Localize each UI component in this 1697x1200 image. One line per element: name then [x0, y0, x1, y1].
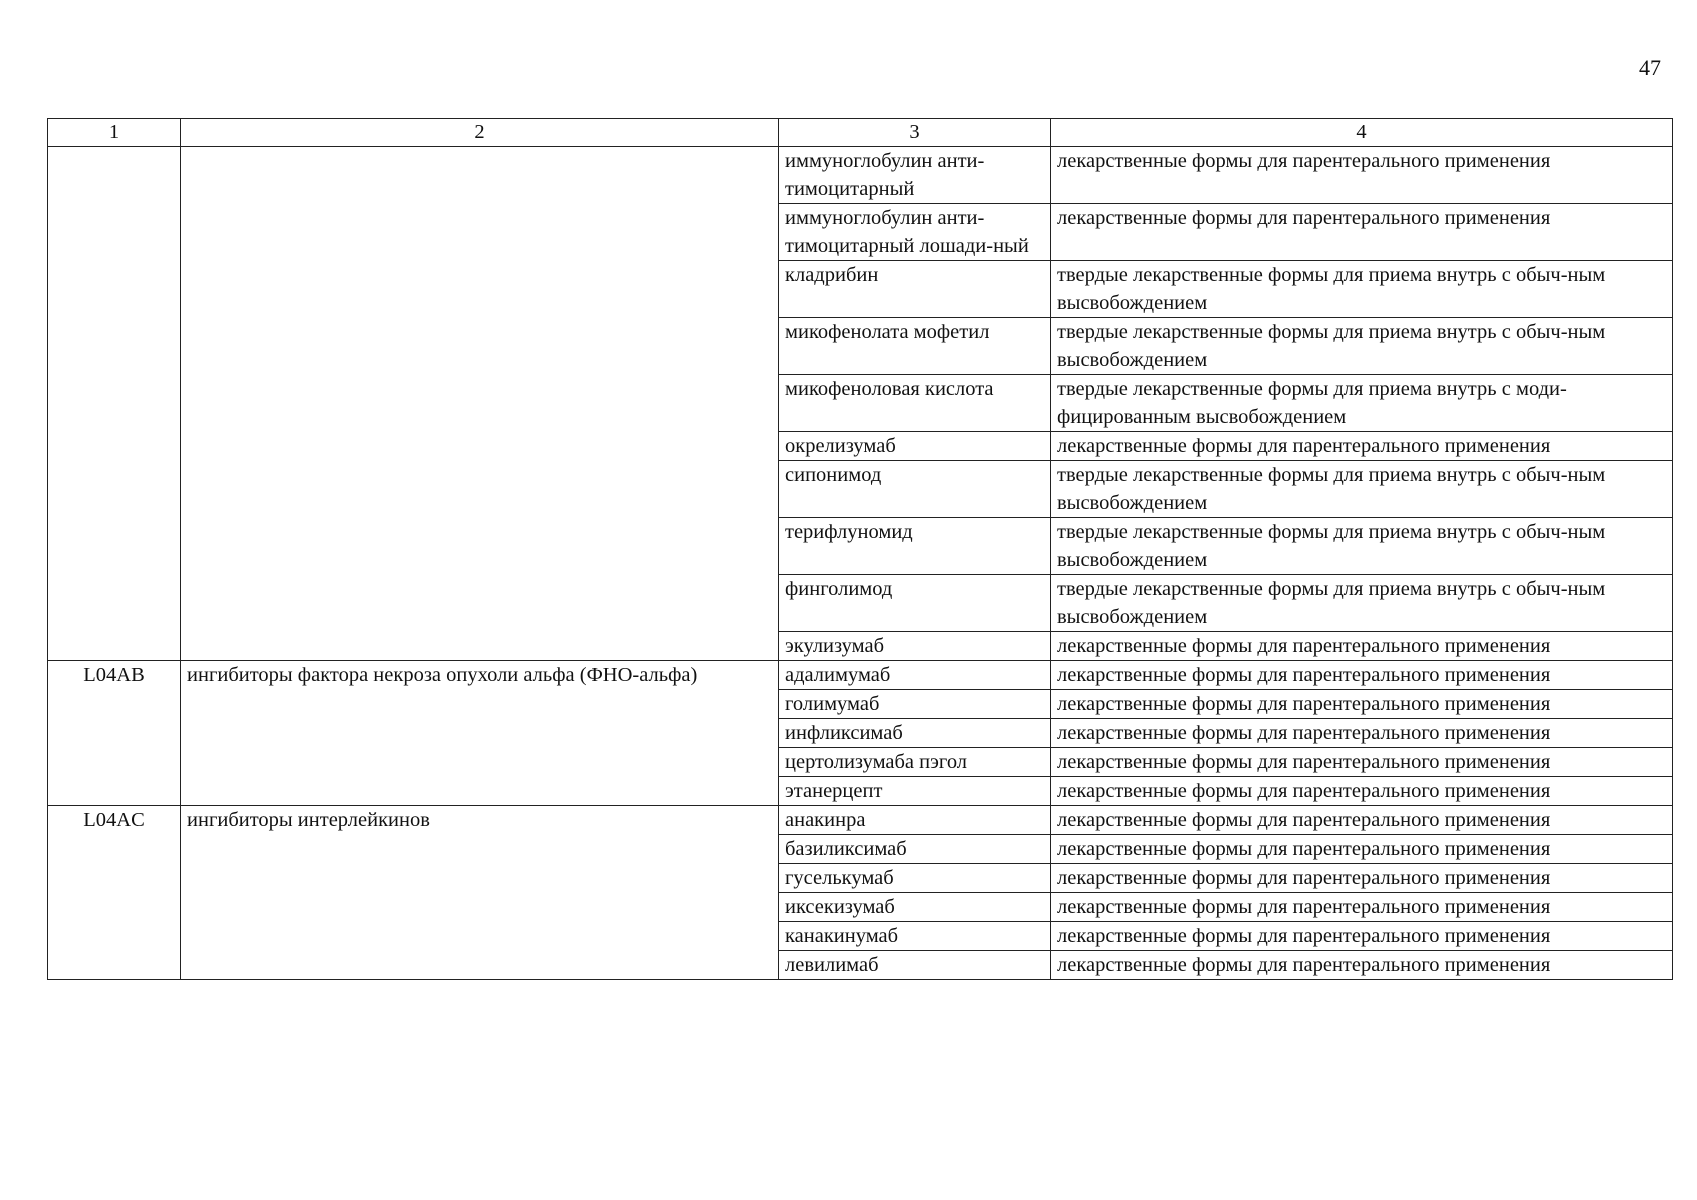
- dosage-form-cell: лекарственные формы для парентерального применения: [1051, 806, 1673, 835]
- dosage-form-cell: лекарственные формы для парентерального применения: [1051, 147, 1673, 204]
- dosage-form-cell: лекарственные формы для парентерального применения: [1051, 632, 1673, 661]
- drug-name-cell: этанерцепт: [779, 777, 1051, 806]
- dosage-form-cell: лекарственные формы для парентерального применения: [1051, 777, 1673, 806]
- drug-name-cell: финголимод: [779, 575, 1051, 632]
- drug-name-cell: канакинумаб: [779, 922, 1051, 951]
- group-name-cell: ингибиторы фактора некроза опухоли альфа (ФНО-альфа): [181, 661, 779, 806]
- dosage-form-cell: лекарственные формы для парентерального применения: [1051, 835, 1673, 864]
- group-name-cell: [181, 147, 779, 661]
- dosage-form-cell: твердые лекарственные формы для приема внутрь с обыч-ным высвобождением: [1051, 261, 1673, 318]
- dosage-form-cell: твердые лекарственные формы для приема внутрь с моди-фицированным высвобождением: [1051, 375, 1673, 432]
- drug-table: [47, 118, 1673, 980]
- drug-name-cell: гуселькумаб: [779, 864, 1051, 893]
- atc-code-cell: L04AB: [48, 661, 181, 806]
- drug-name-cell: микофеноловая кислота: [779, 375, 1051, 432]
- drug-name-cell: иммуноглобулин анти-тимоцитарный лошади-ный: [779, 204, 1051, 261]
- drug-name-cell: терифлуномид: [779, 518, 1051, 575]
- dosage-form-cell: лекарственные формы для парентерального применения: [1051, 690, 1673, 719]
- drug-name-cell: голимумаб: [779, 690, 1051, 719]
- drug-name-cell: экулизумаб: [779, 632, 1051, 661]
- dosage-form-cell: лекарственные формы для парентерального применения: [1051, 893, 1673, 922]
- drug-name-cell: сипонимод: [779, 461, 1051, 518]
- table-row: [48, 806, 1673, 835]
- dosage-form-cell: твердые лекарственные формы для приема внутрь с обыч-ным высвобождением: [1051, 518, 1673, 575]
- dosage-form-cell: лекарственные формы для парентерального применения: [1051, 661, 1673, 690]
- column-number-header: 2: [181, 119, 779, 147]
- dosage-form-cell: твердые лекарственные формы для приема внутрь с обыч-ным высвобождением: [1051, 575, 1673, 632]
- drug-name-cell: базиликсимаб: [779, 835, 1051, 864]
- dosage-form-cell: лекарственные формы для парентерального применения: [1051, 432, 1673, 461]
- drug-name-cell: кладрибин: [779, 261, 1051, 318]
- dosage-form-cell: лекарственные формы для парентерального применения: [1051, 951, 1673, 980]
- column-number-header: 3: [779, 119, 1051, 147]
- dosage-form-cell: лекарственные формы для парентерального применения: [1051, 922, 1673, 951]
- atc-code-cell: [48, 147, 181, 661]
- dosage-form-cell: лекарственные формы для парентерального применения: [1051, 864, 1673, 893]
- dosage-form-cell: лекарственные формы для парентерального применения: [1051, 719, 1673, 748]
- page-number: 47: [1639, 55, 1661, 80]
- group-name-cell: ингибиторы интерлейкинов: [181, 806, 779, 980]
- drug-name-cell: иммуноглобулин анти-тимоцитарный: [779, 147, 1051, 204]
- drug-name-cell: анакинра: [779, 806, 1051, 835]
- drug-name-cell: микофенолата мофетил: [779, 318, 1051, 375]
- dosage-form-cell: твердые лекарственные формы для приема внутрь с обыч-ным высвобождением: [1051, 461, 1673, 518]
- table-row: [48, 661, 1673, 690]
- drug-name-cell: левилимаб: [779, 951, 1051, 980]
- drug-name-cell: иксекизумаб: [779, 893, 1051, 922]
- column-number-header: 4: [1051, 119, 1673, 147]
- column-number-header: 1: [48, 119, 181, 147]
- drug-name-cell: адалимумаб: [779, 661, 1051, 690]
- drug-name-cell: окрелизумаб: [779, 432, 1051, 461]
- dosage-form-cell: твердые лекарственные формы для приема внутрь с обыч-ным высвобождением: [1051, 318, 1673, 375]
- dosage-form-cell: лекарственные формы для парентерального применения: [1051, 204, 1673, 261]
- column-number-header-row: [48, 119, 1673, 147]
- dosage-form-cell: лекарственные формы для парентерального применения: [1051, 748, 1673, 777]
- atc-code-cell: L04AC: [48, 806, 181, 980]
- table-row: [48, 147, 1673, 204]
- drug-name-cell: инфликсимаб: [779, 719, 1051, 748]
- drug-name-cell: цертолизумаба пэгол: [779, 748, 1051, 777]
